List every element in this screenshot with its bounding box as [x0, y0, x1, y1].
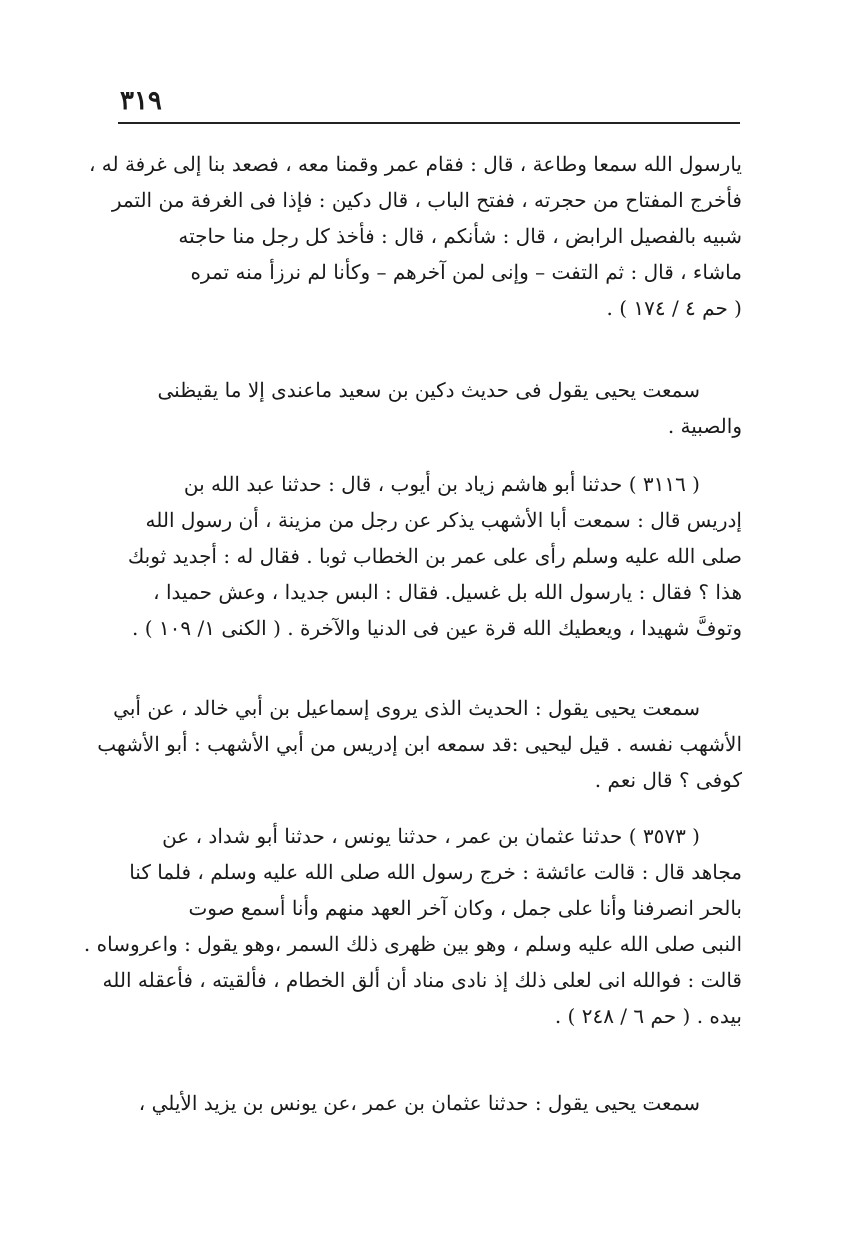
text-line: صلى الله عليه وسلم رأى على عمر بن الخطاب ثوبا . فقال له : أجديد ثوبك: [127, 544, 742, 568]
paragraph-4: [97, 690, 742, 798]
text-line: شبيه بالفصيل الرابض ، قال : شأنكم ، قال : فأخذ كل رجل منا حاجته: [178, 224, 742, 248]
paragraph-2: [140, 372, 742, 444]
text-line: سمعت يحيى يقول : حدثنا عثمان بن عمر ،عن يونس بن يزيد الأيلي ،: [138, 1091, 700, 1115]
page-number: ٣١٩: [120, 86, 162, 116]
text-line: ( حم ٤ / ١٧٤ ) .: [606, 296, 742, 320]
text-line: ( ٣٥٧٣ ) حدثنا عثمان بن عمر ، حدثنا يونس ، حدثنا أبو شداد ، عن: [162, 824, 700, 848]
text-line: يارسول الله سمعا وطاعة ، قال : فقام عمر وقمنا معه ، فصعد بنا إلى غرفة له ،: [88, 152, 742, 176]
header-rule: [118, 122, 740, 124]
text-line: قالت : فوالله انى لعلى ذلك إذ نادى مناد أن ألق الخطام ، فألقيته ، فأعقله الله: [102, 968, 742, 992]
text-line: ماشاء ، قال : ثم التفت – وإنى لمن آخرهم – وكأنا لم نرزأ منه تمره: [190, 260, 742, 284]
paragraph-1: [88, 146, 742, 326]
text-line: مجاهد قال : قالت عائشة : خرج رسول الله صلى الله عليه وسلم ، فلما كنا: [129, 860, 742, 884]
text-line: هذا ؟ فقال : يارسول الله بل غسيل. فقال : البس جديدا ، وعش حميدا ،: [153, 580, 742, 604]
text-line: ( ٣١١٦ ) حدثنا أبو هاشم زياد بن أيوب ، قال : حدثنا عبد الله بن: [183, 472, 700, 496]
text-line: إدريس قال : سمعت أبا الأشهب يذكر عن رجل من مزينة ، أن رسول الله: [145, 508, 742, 532]
paragraph-3: [127, 466, 742, 646]
text-line: سمعت يحيى يقول فى حديث دكين بن سعيد ماعندى إلا ما يقيظنى: [157, 378, 700, 402]
paragraph-6: [140, 1085, 742, 1121]
text-line: فأخرج المفتاح من حجرته ، ففتح الباب ، قال دكين : فإذا فى الغرفة من التمر: [111, 188, 742, 212]
text-line: وتوفَّ شهيدا ، ويعطيك الله قرة عين فى الدنيا والآخرة . ( الكنى ١/ ١٠٩ ) .: [132, 616, 742, 640]
text-line: والصبية .: [667, 414, 742, 438]
text-line: سمعت يحيى يقول : الحديث الذى يروى إسماعيل بن أبي خالد ، عن أبي: [113, 696, 700, 720]
text-line: النبى صلى الله عليه وسلم ، وهو بين ظهرى ذلك السمر ،وهو يقول : واعروساه .: [83, 932, 742, 956]
text-line: بالحر انصرفنا وأنا على جمل ، وكان آخر العهد منهم وأنا أسمع صوت: [188, 896, 742, 920]
text-line: الأشهب نفسه . قيل ليحيى :قد سمعه ابن إدريس من أبي الأشهب : أبو الأشهب: [97, 732, 742, 756]
text-line: بيده . ( حم ٦ / ٢٤٨ ) .: [554, 1004, 742, 1028]
paragraph-5: [83, 818, 742, 1034]
text-line: كوفى ؟ قال نعم .: [594, 768, 742, 792]
